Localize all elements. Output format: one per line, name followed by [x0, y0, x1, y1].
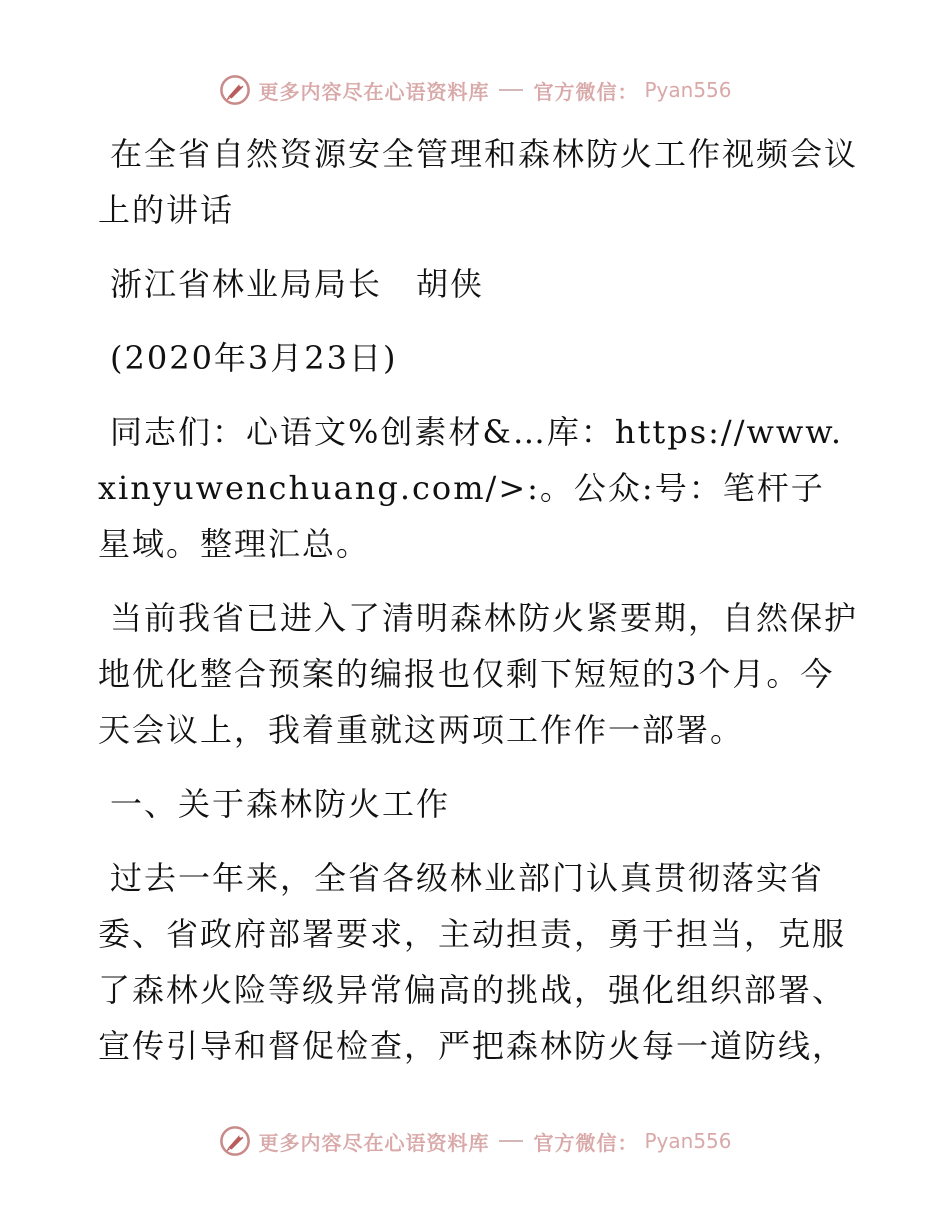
watermark-footer: [0, 1121, 950, 1161]
watermark-dash: [499, 89, 523, 91]
pen-nib-logo-icon: [218, 1124, 252, 1158]
section-1-paragraph: 过去一年来，全省各级林业部门认真贯彻落实省委、省政府部署要求，主动担责，勇于担当，克服了森林火险等级异常偏高的挑战，强化组织部署、宣传引导和督促检查，严把森林防火每一道防线，: [98, 859, 847, 1065]
section-1-heading: 一、关于森林防火工作: [110, 785, 451, 823]
watermark-dash: [499, 1140, 523, 1142]
document-intro-paragraph: 当前我省已进入了清明森林防火紧要期，自然保护地优化整合预案的编报也仅剩下短短的3个月。今天会议上，我着重就这两项工作作一部署。: [98, 599, 859, 749]
watermark-site-text: 更多内容尽在心语资料库: [258, 1130, 490, 1155]
watermark-wechat-id: Pyan556: [644, 1129, 732, 1153]
pen-nib-logo-icon: [218, 73, 252, 107]
watermark-site-text: 更多内容尽在心语资料库: [258, 79, 490, 104]
watermark-header: [0, 70, 950, 110]
document-author: 浙江省林业局局长 胡侠: [110, 265, 485, 303]
watermark-wechat-id: Pyan556: [644, 78, 732, 102]
document-salutation: 同志们：心语文%创素材&…库：https://www.xinyuwenchuang.com/>:。公众:号：笔杆子星域。整理汇总。: [98, 413, 844, 563]
document-date: (2020年3月23日): [110, 339, 398, 377]
document-title: 在全省自然资源安全管理和森林防火工作视频会议上的讲话: [98, 135, 859, 229]
document-body: [98, 126, 858, 1092]
watermark-wechat-label: 官方微信：: [533, 1130, 639, 1155]
watermark-wechat-label: 官方微信：: [533, 79, 639, 104]
